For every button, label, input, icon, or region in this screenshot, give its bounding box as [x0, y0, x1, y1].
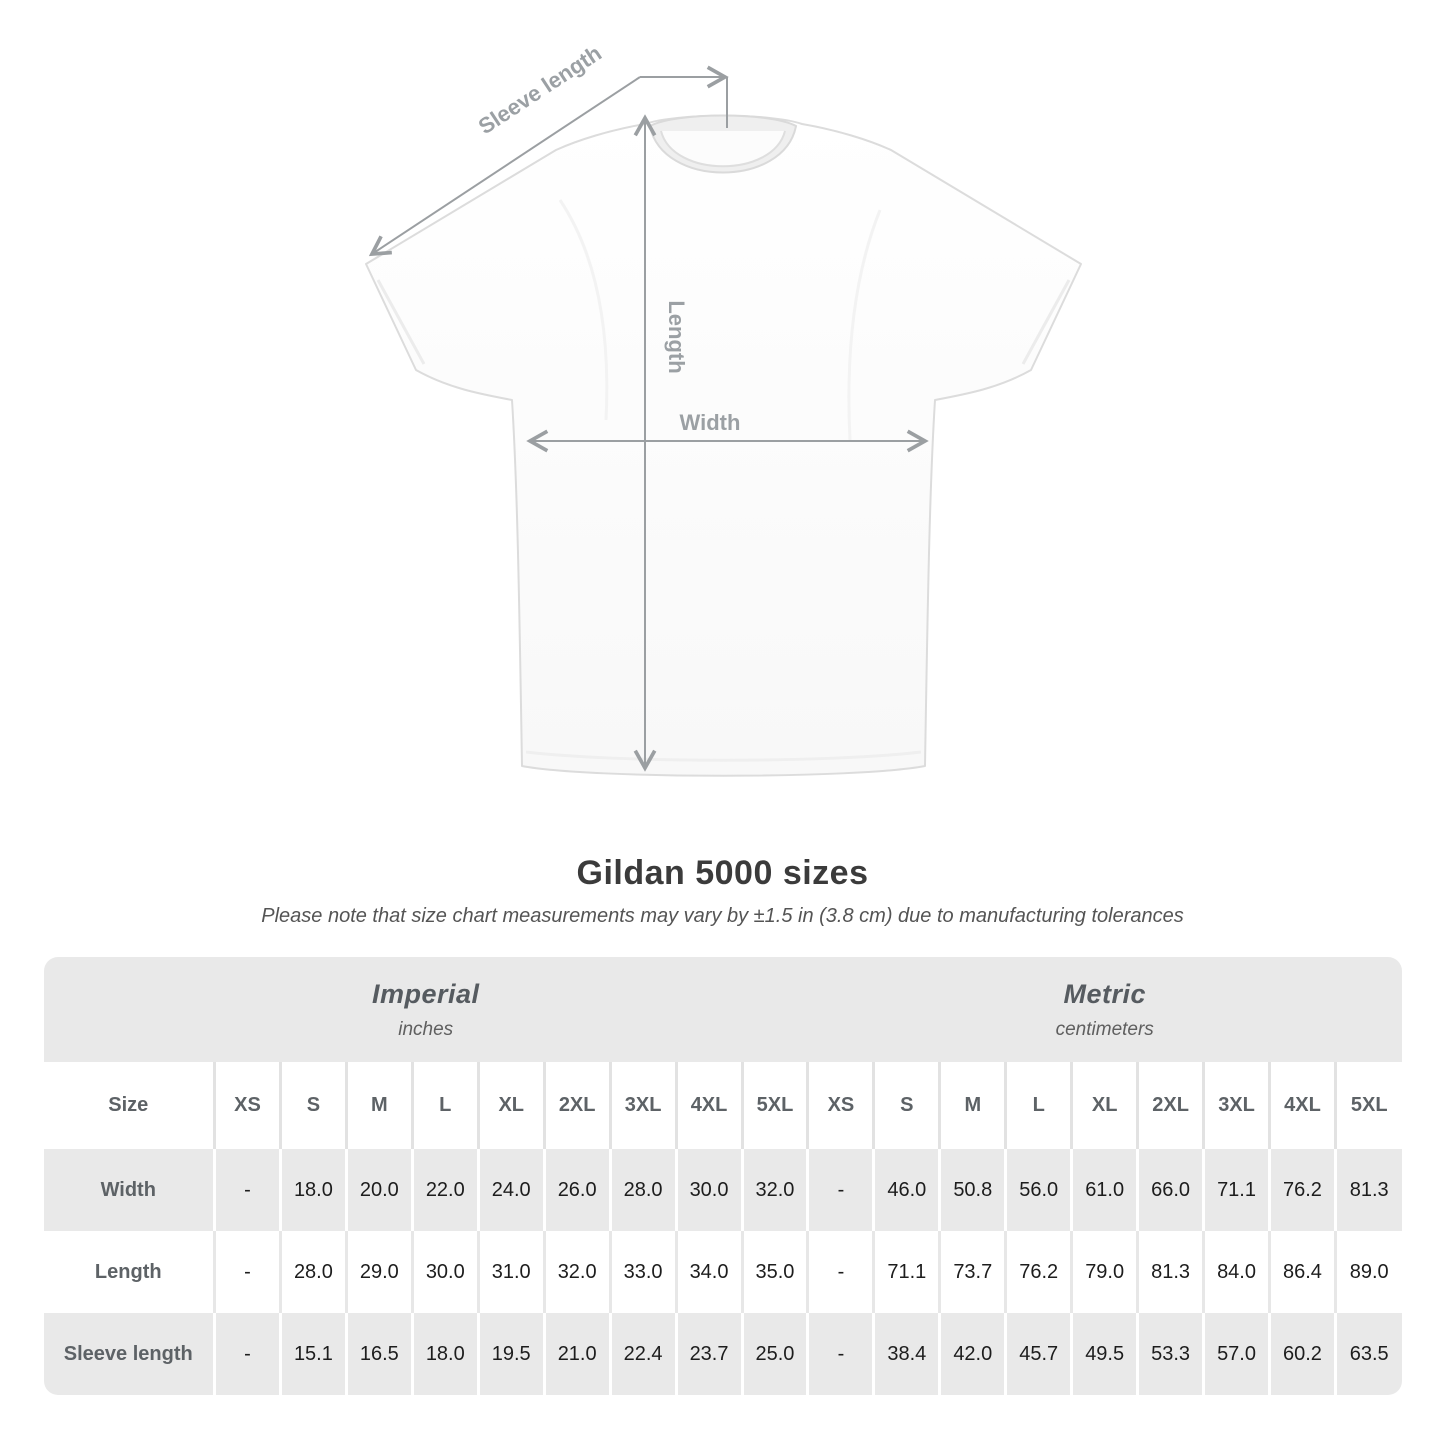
- metric-label: Metric: [1063, 978, 1146, 1009]
- size-header-row: [44, 1062, 1402, 1149]
- width-metric-s: 46.0: [874, 1149, 940, 1231]
- col-header-metric-3xl: 3XL: [1204, 1062, 1270, 1149]
- size-table-container: [44, 957, 1402, 1395]
- imperial-label: Imperial: [371, 978, 480, 1009]
- col-header-metric-l: L: [1006, 1062, 1072, 1149]
- sleeve-metric-s: 38.4: [874, 1313, 940, 1395]
- width-metric-m: 50.8: [940, 1149, 1006, 1231]
- length-imperial-2xl: 32.0: [544, 1231, 610, 1313]
- sleeve-imperial-m: 16.5: [346, 1313, 412, 1395]
- col-header-imperial-m: M: [346, 1062, 412, 1149]
- length-metric-m: 73.7: [940, 1231, 1006, 1313]
- page-title: Gildan 5000 sizes: [576, 854, 869, 892]
- sleeve-length-row: [44, 1313, 1402, 1395]
- length-metric-s: 71.1: [874, 1231, 940, 1313]
- length-imperial-s: 28.0: [280, 1231, 346, 1313]
- length-imperial-xs: -: [215, 1231, 281, 1313]
- col-header-imperial-3xl: 3XL: [610, 1062, 676, 1149]
- sleeve-imperial-3xl: 22.4: [610, 1313, 676, 1395]
- length-metric-5xl: 89.0: [1335, 1231, 1401, 1313]
- length-metric-xs: -: [808, 1231, 874, 1313]
- metric-group-header: [808, 957, 1402, 1062]
- col-header-metric-5xl: 5XL: [1335, 1062, 1401, 1149]
- width-metric-l: 56.0: [1006, 1149, 1072, 1231]
- sleeve-metric-5xl: 63.5: [1335, 1313, 1401, 1395]
- length-imperial-4xl: 34.0: [676, 1231, 742, 1313]
- width-imperial-m: 20.0: [346, 1149, 412, 1231]
- col-header-metric-4xl: 4XL: [1270, 1062, 1336, 1149]
- row-label-length: Length: [44, 1231, 215, 1313]
- length-imperial-l: 30.0: [412, 1231, 478, 1313]
- width-metric-3xl: 71.1: [1204, 1149, 1270, 1231]
- col-header-imperial-4xl: 4XL: [676, 1062, 742, 1149]
- sleeve-metric-4xl: 60.2: [1270, 1313, 1336, 1395]
- length-metric-xl: 79.0: [1072, 1231, 1138, 1313]
- size-corner-header: Size: [44, 1062, 215, 1149]
- length-metric-3xl: 84.0: [1204, 1231, 1270, 1313]
- width-imperial-2xl: 26.0: [544, 1149, 610, 1231]
- width-imperial-5xl: 32.0: [742, 1149, 808, 1231]
- length-row: [44, 1231, 1402, 1313]
- width-imperial-l: 22.0: [412, 1149, 478, 1231]
- sleeve-imperial-2xl: 21.0: [544, 1313, 610, 1395]
- width-label: Width: [679, 410, 741, 435]
- length-imperial-5xl: 35.0: [742, 1231, 808, 1313]
- width-imperial-4xl: 30.0: [676, 1149, 742, 1231]
- width-metric-xl: 61.0: [1072, 1149, 1138, 1231]
- width-row: [44, 1149, 1402, 1231]
- sleeve-imperial-4xl: 23.7: [676, 1313, 742, 1395]
- col-header-imperial-xs: XS: [215, 1062, 281, 1149]
- width-imperial-3xl: 28.0: [610, 1149, 676, 1231]
- sleeve-length-label: Sleeve length: [473, 40, 606, 140]
- col-header-metric-m: M: [940, 1062, 1006, 1149]
- sleeve-metric-3xl: 57.0: [1204, 1313, 1270, 1395]
- imperial-unit: inches: [398, 1018, 454, 1040]
- length-metric-2xl: 81.3: [1138, 1231, 1204, 1313]
- col-header-metric-xl: XL: [1072, 1062, 1138, 1149]
- col-header-imperial-xl: XL: [478, 1062, 544, 1149]
- sleeve-imperial-xl: 19.5: [478, 1313, 544, 1395]
- size-table: [44, 957, 1402, 1395]
- imperial-group-header: [44, 957, 808, 1062]
- width-metric-5xl: 81.3: [1335, 1149, 1401, 1231]
- length-metric-4xl: 86.4: [1270, 1231, 1336, 1313]
- col-header-metric-2xl: 2XL: [1138, 1062, 1204, 1149]
- width-metric-2xl: 66.0: [1138, 1149, 1204, 1231]
- sleeve-metric-xl: 49.5: [1072, 1313, 1138, 1395]
- col-header-imperial-s: S: [280, 1062, 346, 1149]
- sleeve-imperial-xs: -: [215, 1313, 281, 1395]
- row-label-sleeve-length: Sleeve length: [44, 1313, 215, 1395]
- col-header-imperial-5xl: 5XL: [742, 1062, 808, 1149]
- sleeve-metric-m: 42.0: [940, 1313, 1006, 1395]
- unit-group-row: [44, 957, 1402, 1062]
- tolerance-note: Please note that size chart measurements may vary by ±1.5 in (3.8 cm) due to manufacturing tolerances: [261, 905, 1184, 927]
- sleeve-metric-l: 45.7: [1006, 1313, 1072, 1395]
- sleeve-imperial-l: 18.0: [412, 1313, 478, 1395]
- tshirt-shape: [366, 116, 1081, 776]
- sleeve-imperial-5xl: 25.0: [742, 1313, 808, 1395]
- length-label: Length: [664, 300, 689, 374]
- col-header-metric-s: S: [874, 1062, 940, 1149]
- width-metric-xs: -: [808, 1149, 874, 1231]
- length-imperial-xl: 31.0: [478, 1231, 544, 1313]
- width-imperial-xl: 24.0: [478, 1149, 544, 1231]
- col-header-metric-xs: XS: [808, 1062, 874, 1149]
- sleeve-imperial-s: 15.1: [280, 1313, 346, 1395]
- width-metric-4xl: 76.2: [1270, 1149, 1336, 1231]
- col-header-imperial-2xl: 2XL: [544, 1062, 610, 1149]
- length-metric-l: 76.2: [1006, 1231, 1072, 1313]
- length-imperial-m: 29.0: [346, 1231, 412, 1313]
- title-block: [0, 853, 1445, 929]
- sleeve-metric-2xl: 53.3: [1138, 1313, 1204, 1395]
- sleeve-metric-xs: -: [808, 1313, 874, 1395]
- length-imperial-3xl: 33.0: [610, 1231, 676, 1313]
- metric-unit: centimeters: [1055, 1018, 1154, 1040]
- row-label-width: Width: [44, 1149, 215, 1231]
- width-imperial-xs: -: [215, 1149, 281, 1231]
- col-header-imperial-l: L: [412, 1062, 478, 1149]
- width-imperial-s: 18.0: [280, 1149, 346, 1231]
